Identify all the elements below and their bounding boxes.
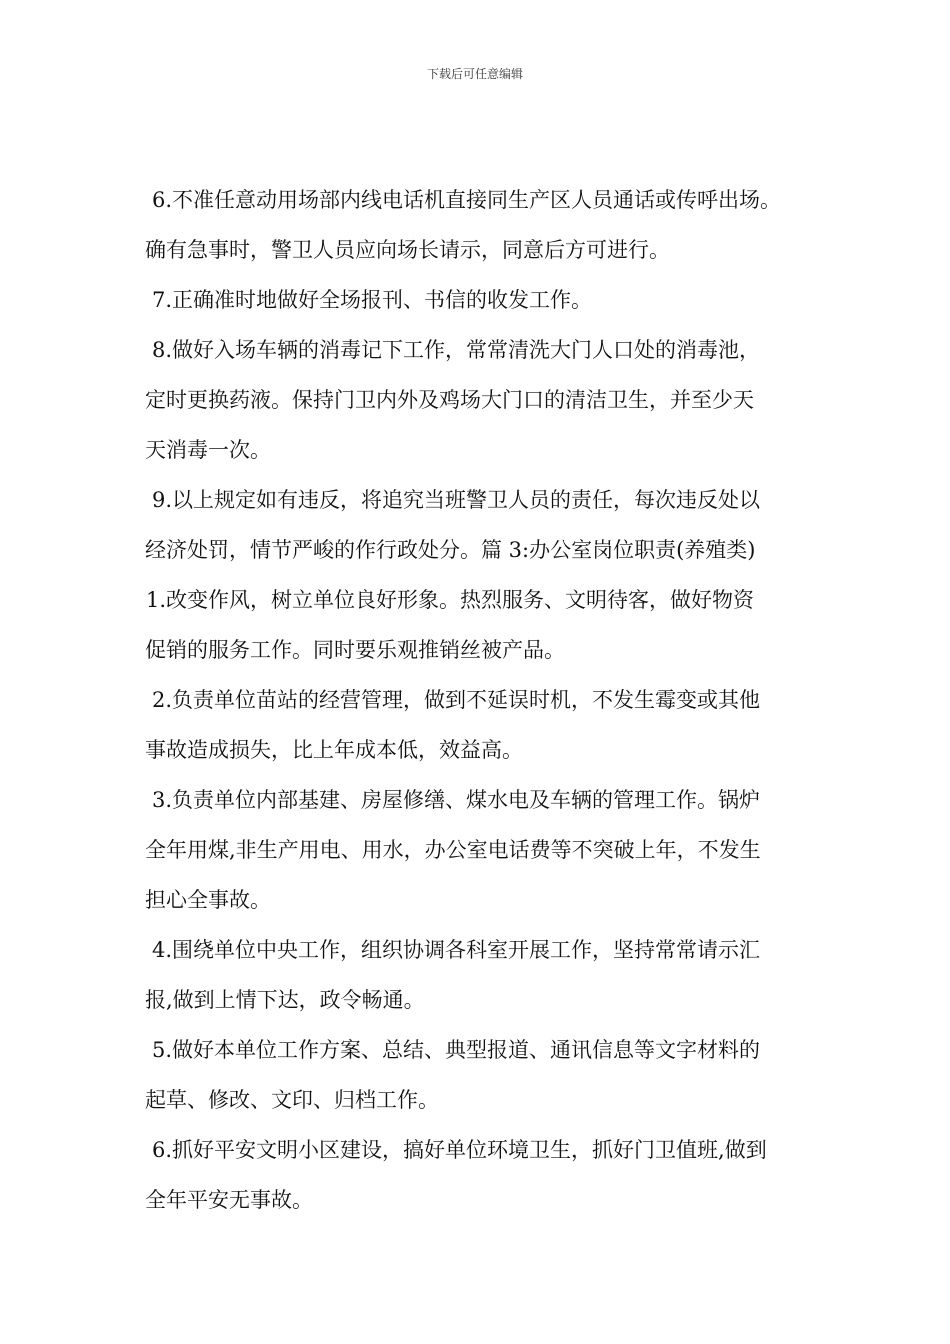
text-line: 9.以上规定如有违反，将追究当班警卫人员的责任，每次违反处以 bbox=[152, 488, 761, 512]
text-line: 定时更换药液。保持门卫内外及鸡场大门口的清洁卫生，并至少天 bbox=[145, 388, 754, 412]
text-line: 经济处罚，情节严峻的作行政处分。篇 3:办公室岗位职责(养殖类) bbox=[145, 538, 756, 562]
text-line: 报,做到上情下达，政令畅通。 bbox=[145, 988, 425, 1012]
text-line: 6.抓好平安文明小区建设，搞好单位环境卫生，抓好门卫值班,做到 bbox=[152, 1138, 767, 1162]
text-line: 5.做好本单位工作方案、总结、典型报道、通讯信息等文字材料的 bbox=[152, 1038, 761, 1062]
text-line: 促销的服务工作。同时要乐观推销丝被产品。 bbox=[145, 638, 565, 662]
text-line: 3.负责单位内部基建、房屋修缮、煤水电及车辆的管理工作。锅炉 bbox=[152, 788, 761, 812]
text-line: 全年用煤,非生产用电、用水，办公室电话费等不突破上年，不发生 bbox=[145, 838, 761, 862]
text-line: 6.不准任意动用场部内线电话机直接同生产区人员通话或传呼出场。 bbox=[152, 188, 782, 212]
text-line: 2.负责单位苗站的经营管理，做到不延误时机，不发生霉变或其他 bbox=[152, 688, 761, 712]
text-line: 8.做好入场车辆的消毒记下工作，常常清洗大门人口处的消毒池， bbox=[152, 338, 761, 362]
page-header: 下载后可任意编辑 bbox=[426, 67, 523, 81]
text-line: 起草、修改、文印、归档工作。 bbox=[145, 1088, 439, 1112]
text-line: 1.改变作风，树立单位良好形象。热烈服务、文明待客，做好物资 bbox=[146, 588, 755, 612]
text-line: 事故造成损失，比上年成本低，效益高。 bbox=[145, 738, 523, 762]
text-line: 7.正确准时地做好全场报刊、书信的收发工作。 bbox=[152, 288, 593, 312]
text-line: 担心全事故。 bbox=[145, 888, 271, 912]
text-line: 天消毒一次。 bbox=[145, 438, 271, 462]
text-line: 确有急事时，警卫人员应向场长请示，同意后方可进行。 bbox=[145, 238, 670, 262]
text-line: 4.围绕单位中央工作，组织协调各科室开展工作，坚持常常请示汇 bbox=[152, 938, 761, 962]
text-line: 全年平安无事故。 bbox=[145, 1188, 313, 1212]
